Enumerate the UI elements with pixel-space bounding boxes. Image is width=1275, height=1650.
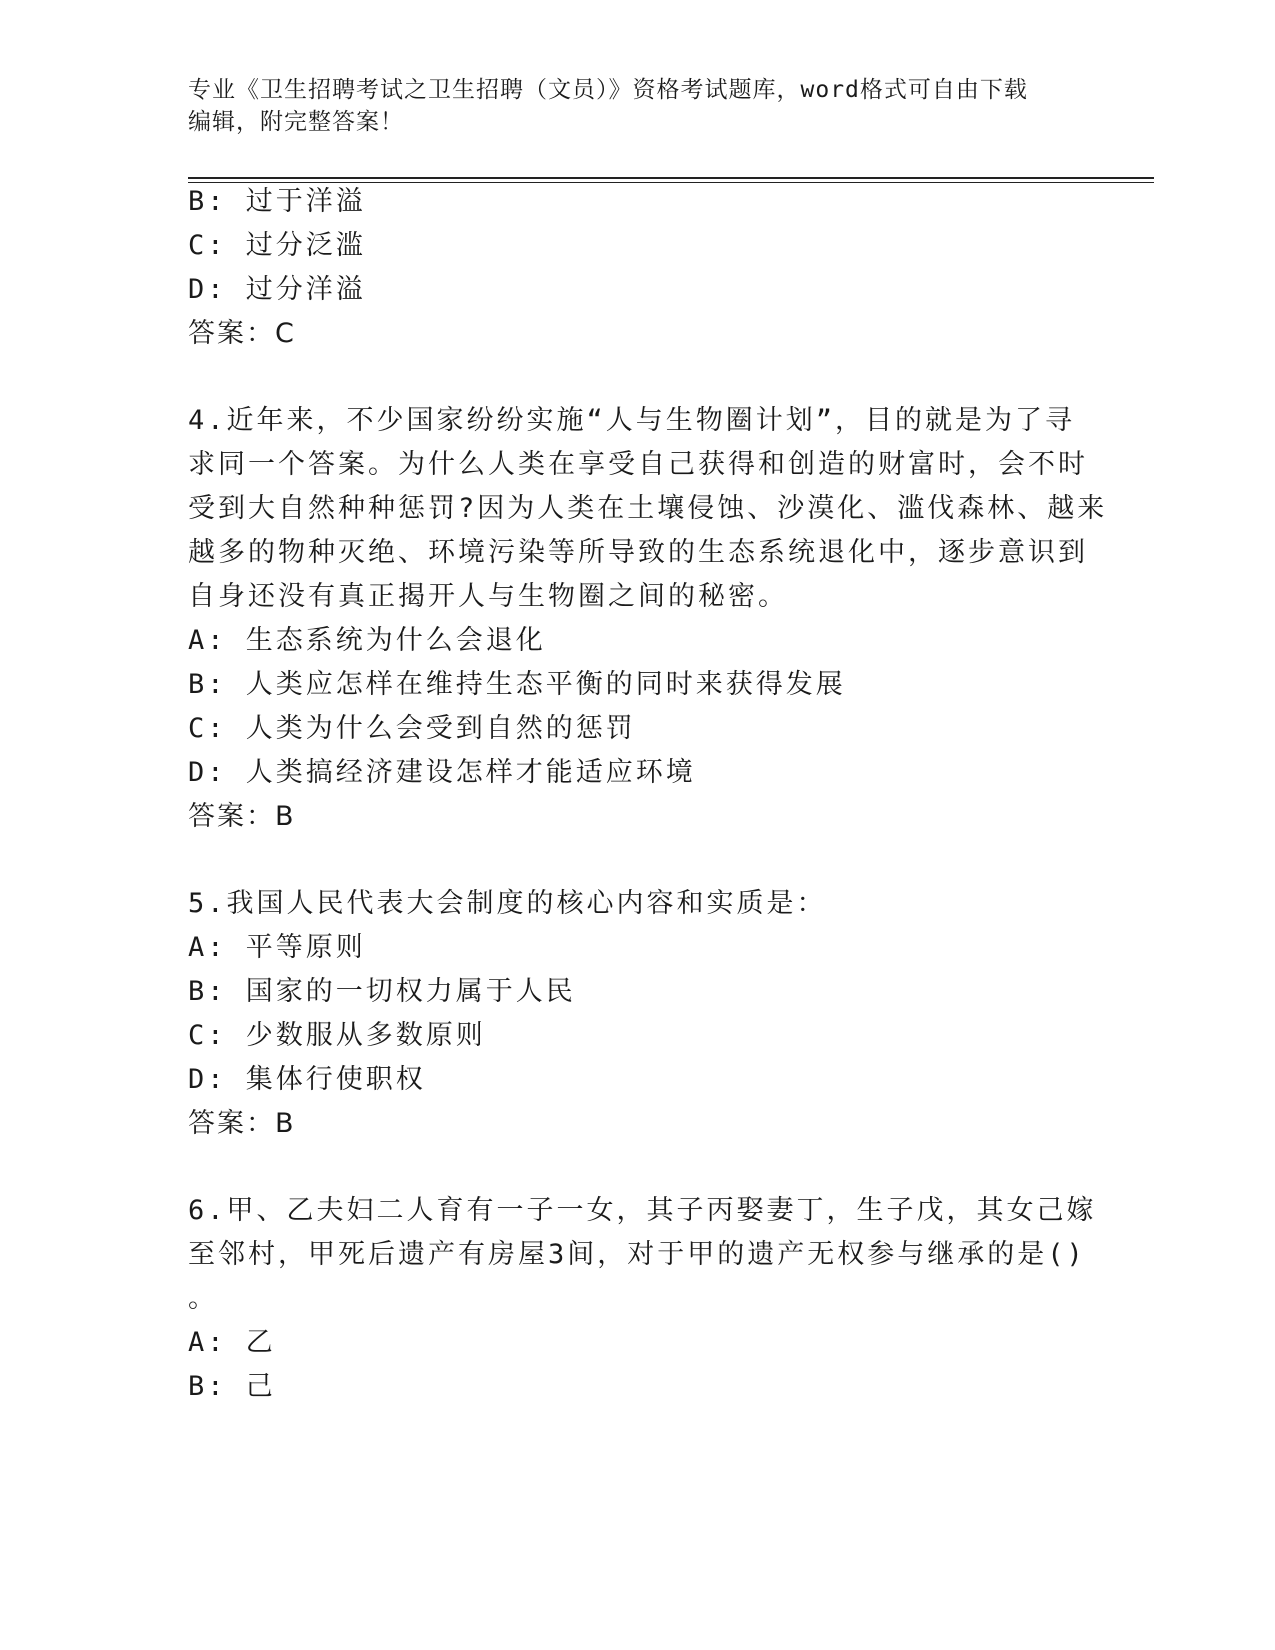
q3-option-d: D: 过分洋溢 (188, 274, 366, 305)
q4-stem-line-5: 自身还没有真正揭开人与生物圈之间的秘密。 (188, 581, 788, 612)
header-title-line-1: 专业《卫生招聘考试之卫生招聘（文员）》资格考试题库，word格式可自由下载 (188, 77, 1028, 103)
q4-stem-line-4: 越多的物种灭绝、环境污染等所导致的生态系统退化中，逐步意识到 (188, 537, 1088, 568)
q6-option-a: A: 乙 (188, 1327, 276, 1358)
q6-stem-line-2: 至邻村，甲死后遗产有房屋3间，对于甲的遗产无权参与继承的是() (188, 1239, 1086, 1270)
q6-option-b: B: 己 (188, 1371, 276, 1402)
q5-stem: 5.我国人民代表大会制度的核心内容和实质是： (188, 888, 827, 919)
q3-option-b: B: 过于洋溢 (188, 186, 366, 217)
q4-option-b: B: 人类应怎样在维持生态平衡的同时来获得发展 (188, 669, 846, 700)
q3-option-c: C: 过分泛滥 (188, 230, 366, 261)
q4-option-c: C: 人类为什么会受到自然的惩罚 (188, 713, 636, 744)
q3-answer: 答案：C (188, 318, 296, 349)
q5-option-b: B: 国家的一切权力属于人民 (188, 976, 576, 1007)
header-divider-thin (188, 182, 1154, 183)
q6-stem-line-3: 。 (188, 1283, 218, 1314)
q4-stem-line-1: 4.近年来，不少国家纷纷实施“人与生物圈计划”，目的就是为了寻 (188, 405, 1076, 436)
q4-stem-line-2: 求同一个答案。为什么人类在享受自己获得和创造的财富时，会不时 (188, 449, 1088, 480)
q5-option-c: C: 少数服从多数原则 (188, 1020, 486, 1051)
q4-option-d: D: 人类搞经济建设怎样才能适应环境 (188, 757, 696, 788)
q4-option-a: A: 生态系统为什么会退化 (188, 625, 546, 656)
q5-option-d: D: 集体行使职权 (188, 1064, 426, 1095)
q5-option-a: A: 平等原则 (188, 932, 366, 963)
q4-answer: 答案：B (188, 801, 296, 832)
document-header (188, 74, 1088, 138)
q5-answer: 答案：B (188, 1108, 296, 1139)
header-title-line-2: 编辑，附完整答案！ (188, 109, 404, 135)
q6-stem-line-1: 6.甲、乙夫妇二人育有一子一女，其子丙娶妻丁，生子戊，其女己嫁 (188, 1195, 1097, 1226)
q4-stem-line-3: 受到大自然种种惩罚?因为人类在土壤侵蚀、沙漠化、滥伐森林、越来 (188, 493, 1108, 524)
header-divider-thick (188, 177, 1154, 179)
